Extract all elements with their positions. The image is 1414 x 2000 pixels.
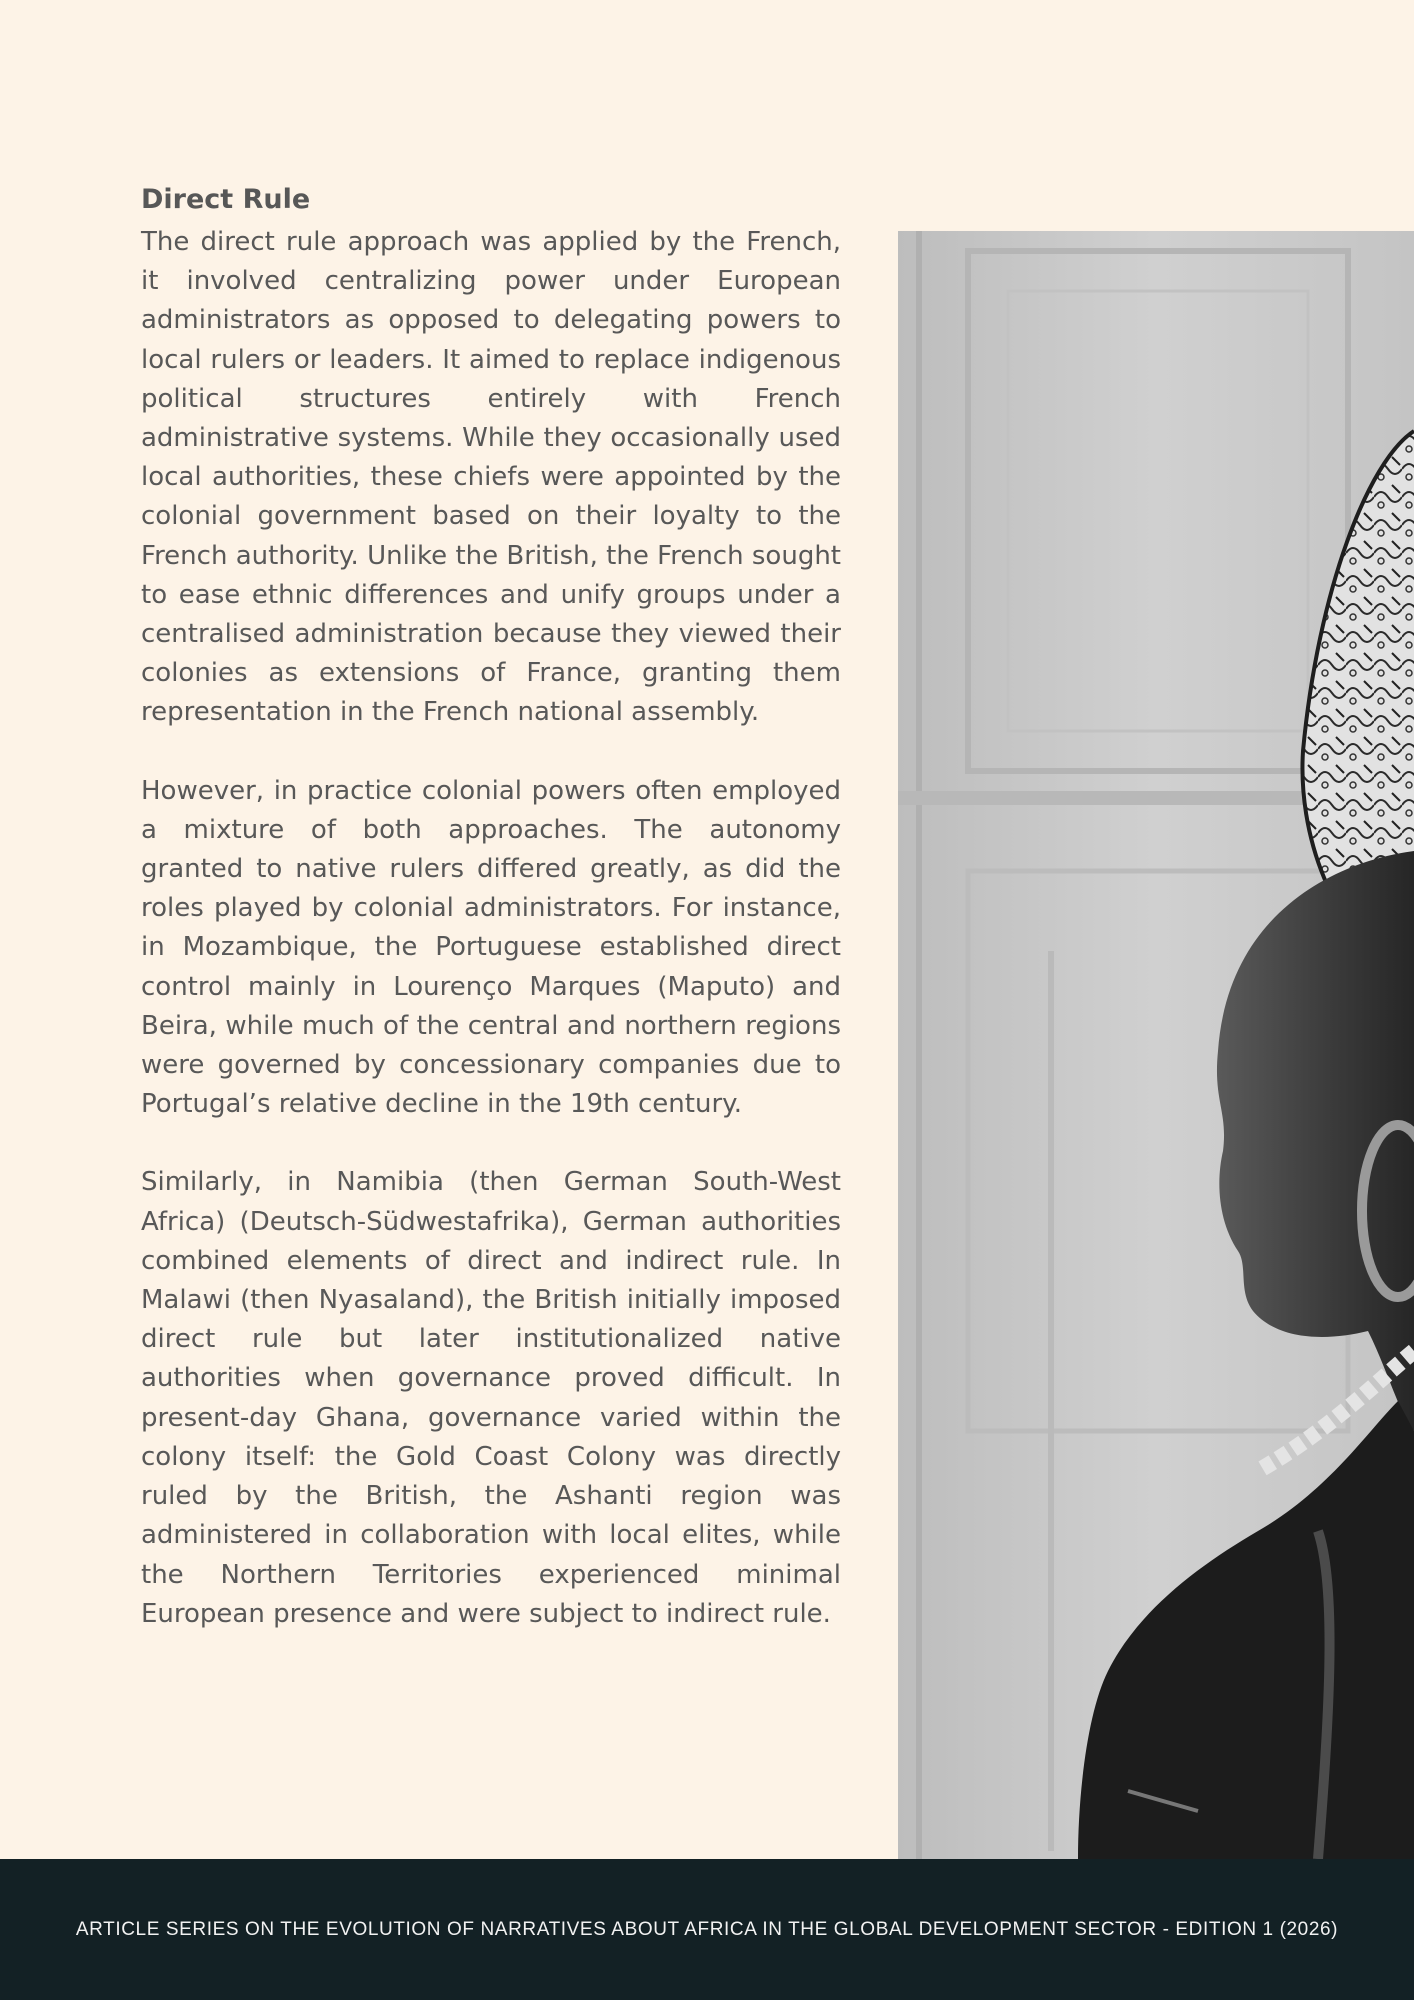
portrait-illustration: [898, 231, 1414, 1859]
footer: [0, 1859, 1414, 2000]
section-heading: Direct Rule: [141, 184, 311, 215]
paragraph-regional-examples: Similarly, in Namibia (then German South-West Africa) (Deutsch-Südwestafrika), German authorities combined elements of direct and indirect rule. In Malawi (then Nyasaland), the British initially imposed direct rule but later institutionalized native authorities when governance proved difficult. In present-day Ghana, governance varied within the colony itself: the Gold Coast Colony was directly ruled by the British, the Ashanti region was administered in collaboration with local elites, while the Northern Territories experienced minimal European presence and were subject to indirect rule.: [141, 1167, 841, 1629]
paragraph-mixed-approaches: However, in practice colonial powers often employed a mixture of both approaches. The autonomy granted to native rulers differed greatly, as did the roles played by colonial administrators. For instance, in Mozambique, the Portuguese established direct control mainly in Lourenço Marques (Maputo) and Beira, while much of the central and northern regions were governed by concessionary companies due to Portugal’s relative decline in the 19th century.: [141, 775, 841, 1120]
paragraph-direct-rule: The direct rule approach was applied by the French, it involved centralizing power under European administrators as opposed to delegating powers to local rulers or leaders. It aimed to replace indigenous political structures entirely with French administrative systems. While they occasionally used local authorities, these chiefs were appointed by the colonial government based on their loyalty to the French authority. Unlike the British, the French sought to ease ethnic differences and unify groups under a centralised administration because they viewed their colonies as extensions of France, granting them representation in the French national assembly.: [141, 227, 841, 728]
footer-series-title: ARTICLE SERIES ON THE EVOLUTION OF NARRATIVES ABOUT AFRICA IN THE GLOBAL DEVELOPMENT SECTOR - EDITION 1 (2026): [75, 1918, 1339, 1940]
portrait-photo: [898, 231, 1414, 1859]
article-body: [141, 183, 841, 1673]
